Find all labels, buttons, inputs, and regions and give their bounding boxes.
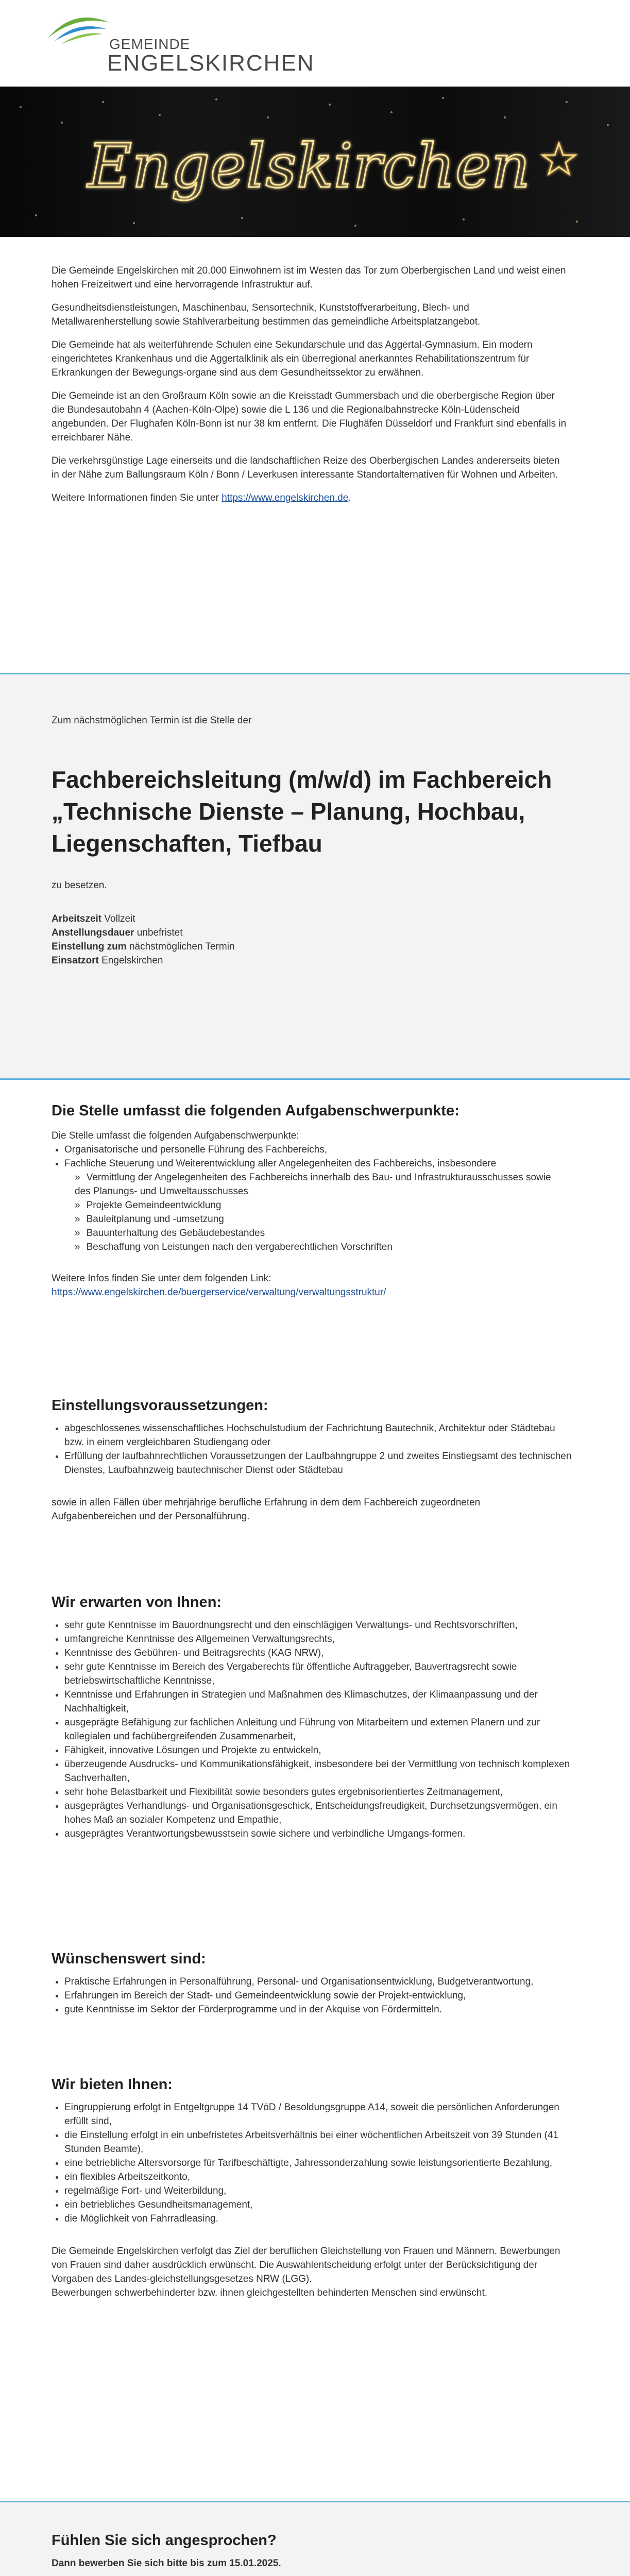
application-section bbox=[52, 2532, 630, 2576]
list-item: • ausgeprägtes Verhandlungs- und Organisationsgeschick, Entscheidungsfreudigkeit, Durchsetzungsvermögen, ein hohes Maß an sozialer Kompetenz und Empathie, bbox=[64, 1799, 574, 1827]
list-item: • die Möglichkeit von Fahrradleasing. bbox=[64, 2212, 574, 2226]
sub-list-item: » Beschaffung von Leistungen nach den vergaberechtlichen Vorschriften bbox=[75, 1240, 559, 1254]
meta-row: Anstellungsdauer unbefristet bbox=[52, 927, 183, 938]
intro-more-info: Weitere Informationen finden Sie unter https://www.engelskirchen.de. bbox=[52, 493, 351, 503]
list-item: • Fachliche Steuerung und Weiterentwicklung aller Angelegenheiten des Fachbereichs, insbesondere » Vermittlung der Angelegenheiten des Fachbereichs innerhalb des Bau- und Infrastrukturausschusses sowie des Planungs- und Umweltausschusses » Projekte Gemeindeentwicklung » Bauleitplanung und -umsetzung » Bauunterhaltung des Gebäudebestandes » Beschaffung von Leistungen nach den vergaberechtlichen Vorschriften bbox=[64, 1157, 559, 1254]
tasks-sub-list bbox=[64, 1171, 559, 1254]
tasks-intro: Die Stelle umfasst die folgenden Aufgabenschwerpunkte: bbox=[52, 1130, 299, 1141]
disability-statement: Bewerbungen schwerbehinderter bzw. ihnen gleichgestellten behinderten Menschen sind erwünscht. bbox=[52, 2287, 488, 2298]
svg-text:Engelskirchen: Engelskirchen bbox=[88, 130, 531, 201]
expectations-section bbox=[52, 1594, 630, 1841]
list-item: • sehr gute Kenntnisse im Bauordnungsrecht und den einschlägigen Verwaltungs- und Rechtsvorschriften, bbox=[64, 1618, 574, 1632]
requirements-section bbox=[52, 1397, 630, 1523]
offer-section bbox=[52, 2076, 630, 2300]
meta-row: Arbeitszeit Vollzeit bbox=[52, 913, 135, 924]
list-item: • abgeschlossenes wissenschaftliches Hochschulstudium der Fachrichtung Bautechnik, Architektur oder Städtebau bzw. in einem vergleichbaren Studiengang oder bbox=[64, 1421, 574, 1449]
list-item: • Praktische Erfahrungen in Personalführung, Personal- und Organisationsentwicklung, Budgetverantwortung, bbox=[64, 1975, 574, 1989]
intro-paragraph: Die Gemeinde Engelskirchen mit 20.000 Einwohnern ist im Westen das Tor zum Oberbergischen Land und weist einen hohen Freizeitwert und eine hervorragende Infrastruktur auf. bbox=[52, 265, 566, 290]
requirements-note: sowie in allen Fällen über mehrjährige berufliche Erfahrung in dem dem Fachbereich zugeordneten Aufgabenbereichen und der Personalführung. bbox=[52, 1497, 481, 1522]
list-item: • Organisatorische und personelle Führung des Fachbereichs, bbox=[64, 1143, 559, 1157]
sub-list-item: » Projekte Gemeindeentwicklung bbox=[75, 1198, 559, 1212]
list-item: • ein flexibles Arbeitszeitkonto, bbox=[64, 2170, 574, 2184]
list-item: • regelmäßige Fort- und Weiterbildung, bbox=[64, 2184, 574, 2198]
intro-section bbox=[52, 264, 630, 514]
intro-paragraph: Die verkehrsgünstige Lage einerseits und die landschaftlichen Reize des Oberbergischen Landes andererseits bieten in der Nähe zum Ballungsraum Köln / Bonn / Leverkusen interessante Standortalternativen für Wohnen und Arbeiten. bbox=[52, 455, 560, 480]
list-item: • Erfüllung der laufbahnrechtlichen Voraussetzungen der Laufbahngruppe 2 und zweites Einstiegsamt des technischen Dienstes, Laufbahnzweig bautechnischer Dienst oder Städtebau bbox=[64, 1449, 574, 1477]
tasks-heading: Die Stelle umfasst die folgenden Aufgabenschwerpunkte: bbox=[52, 1103, 459, 1119]
header-banner-image bbox=[0, 87, 630, 237]
list-item: • eine betriebliche Altersvorsorge für Tarifbeschäftigte, Jahressonderzahlung sowie leistungsorientierte Bezahlung, bbox=[64, 2156, 574, 2170]
sub-list-item: » Vermittlung der Angelegenheiten des Fachbereichs innerhalb des Bau- und Infrastrukturausschusses sowie des Planungs- und Umweltausschusses bbox=[75, 1171, 559, 1198]
job-meta bbox=[52, 912, 630, 968]
structure-link[interactable]: https://www.engelskirchen.de/buergerservice/verwaltung/verwaltungsstruktur/ bbox=[52, 1287, 386, 1298]
application-heading: Fühlen Sie sich angesprochen? bbox=[52, 2532, 277, 2549]
list-item: • die Einstellung erfolgt in ein unbefristetes Arbeitsverhältnis bei einer wöchentlichen Arbeitszeit von 39 Stunden (41 Stunden Beamte), bbox=[64, 2128, 574, 2156]
wishlist-heading: Wünschenswert sind: bbox=[52, 1951, 206, 1967]
list-item: • Kenntnisse des Gebühren- und Beitragsrechts (KAG NRW), bbox=[64, 1646, 574, 1660]
tasks-section bbox=[52, 1103, 630, 1299]
job-title: Fachbereichsleitung (m/w/d) im Fachbereich „Technische Dienste – Planung, Hochbau, Liegenschaften, Tiefbau bbox=[52, 766, 552, 857]
list-item: • ausgeprägtes Verantwortungsbewusstsein sowie sichere und verbindliche Umgangs-formen. bbox=[64, 1827, 574, 1841]
offer-heading: Wir bieten Ihnen: bbox=[52, 2076, 173, 2093]
municipality-logo bbox=[0, 0, 630, 87]
illuminated-lettering-image bbox=[0, 87, 630, 237]
intro-paragraph: Gesundheitsdienstleistungen, Maschinenbau, Sensortechnik, Kunststoffverarbeitung, Blech- und Metallwarenherstellung sowie Stahlverarbeitung bestimmen das gemeindliche Arbeitsplatzangebot. bbox=[52, 302, 481, 327]
list-item: • sehr gute Kenntnisse im Bereich des Vergaberechts für öffentliche Auftraggeber, Bauvertragsrecht sowie betriebswirtschaftliche Kenntnisse, bbox=[64, 1660, 574, 1688]
list-item: • gute Kenntnisse im Sektor der Förderprogramme und in der Akquise von Fördermitteln. bbox=[64, 2003, 574, 2016]
tasks-list bbox=[52, 1143, 559, 1254]
section-divider bbox=[0, 1078, 630, 1080]
list-item: • Erfahrungen im Bereich der Stadt- und Gemeindeentwicklung sowie der Projekt-entwicklung, bbox=[64, 1989, 574, 2003]
sub-list-item: » Bauunterhaltung des Gebäudebestandes bbox=[75, 1226, 559, 1240]
list-item: • ausgeprägte Befähigung zur fachlichen Anleitung und Führung von Mitarbeitern und externen Planern und zur kollegialen und fachübergreifenden Zusammenarbeit, bbox=[64, 1716, 574, 1743]
list-item: • Fähigkeit, innovative Lösungen und Projekte zu entwickeln, bbox=[64, 1743, 574, 1757]
equality-statement: Die Gemeinde Engelskirchen verfolgt das Ziel der beruflichen Gleichstellung von Frauen und Männern. Bewerbungen von Frauen sind daher ausdrücklich erwünscht. Die Auswahlentscheidung erfolgt unter der Berücksichtigung der Vorgaben des Landes-gleichstellungsgesetzes NRW (LGG). bbox=[52, 2246, 560, 2284]
meta-row: Einstellung zum nächstmöglichen Termin bbox=[52, 941, 235, 952]
list-item: • Kenntnisse und Erfahrungen in Strategien und Maßnahmen des Klimaschutzes, der Klimaanpassung und der Nachhaltigkeit, bbox=[64, 1688, 574, 1716]
wishlist-section bbox=[52, 1951, 630, 2016]
requirements-heading: Einstellungsvoraussetzungen: bbox=[52, 1397, 268, 1414]
application-deadline: Dann bewerben Sie sich bitte bis zum 15.01.2025. bbox=[52, 2558, 281, 2569]
list-item: • umfangreiche Kenntnisse des Allgemeinen Verwaltungsrechts, bbox=[64, 1632, 574, 1646]
tasks-more-info: Weitere Infos finden Sie unter dem folgenden Link: bbox=[52, 1273, 271, 1284]
wishlist-list bbox=[52, 1975, 574, 2016]
list-item: • ein betriebliches Gesundheitsmanagement, bbox=[64, 2198, 574, 2212]
job-title-suffix: zu besetzen. bbox=[52, 880, 107, 891]
expectations-heading: Wir erwarten von Ihnen: bbox=[52, 1594, 222, 1611]
list-item: • Eingruppierung erfolgt in Entgeltgruppe 14 TVöD / Besoldungsgruppe A14, soweit die persönlichen Anforderungen erfüllt sind, bbox=[64, 2100, 574, 2128]
requirements-list bbox=[52, 1421, 574, 1477]
offer-list bbox=[52, 2100, 574, 2226]
intro-paragraph: Die Gemeinde hat als weiterführende Schulen eine Sekundarschule und das Aggertal-Gymnasium. Ein modern eingerichtetes Krankenhaus und die Aggertalklinik als ein überregional anerkanntes Rehabilitationszentrum für Erkrankungen der Bewegungs-organe sind aus dem Gesundheitssektor zu erwähnen. bbox=[52, 340, 533, 378]
logo-swoosh-icon bbox=[45, 7, 112, 48]
job-lead-text: Zum nächstmöglichen Termin ist die Stelle der bbox=[52, 715, 252, 726]
expectations-list bbox=[52, 1618, 574, 1841]
website-link[interactable]: https://www.engelskirchen.de bbox=[222, 493, 349, 503]
list-item: • sehr hohe Belastbarkeit und Flexibilität sowie besonders gutes ergebnisorientiertes Zeitmanagement, bbox=[64, 1785, 574, 1799]
sub-list-item: » Bauleitplanung und -umsetzung bbox=[75, 1212, 559, 1226]
job-summary bbox=[52, 715, 630, 968]
meta-row: Einsatzort Engelskirchen bbox=[52, 955, 163, 966]
list-item: • überzeugende Ausdrucks- und Kommunikationsfähigkeit, insbesondere bei der Vermittlung von technisch komplexen Sachverhalten, bbox=[64, 1757, 574, 1785]
logo-text-small: GEMEINDE bbox=[109, 36, 191, 52]
intro-paragraph: Die Gemeinde ist an den Großraum Köln sowie an die Kreisstadt Gummersbach und die oberbergische Region über die Bundesautobahn 4 (Aachen-Köln-Olpe) sowie die L 136 und die Regionalbahnstrecke Köln-Lüdenscheid angebunden. Der Flughafen Köln-Bonn ist nur 38 km entfernt. Die Flughäfen Düsseldorf und Frankfurt sind ebenfalls in erreichbarer Nähe. bbox=[52, 391, 567, 443]
logo-text-big: ENGELSKIRCHEN bbox=[107, 50, 315, 76]
